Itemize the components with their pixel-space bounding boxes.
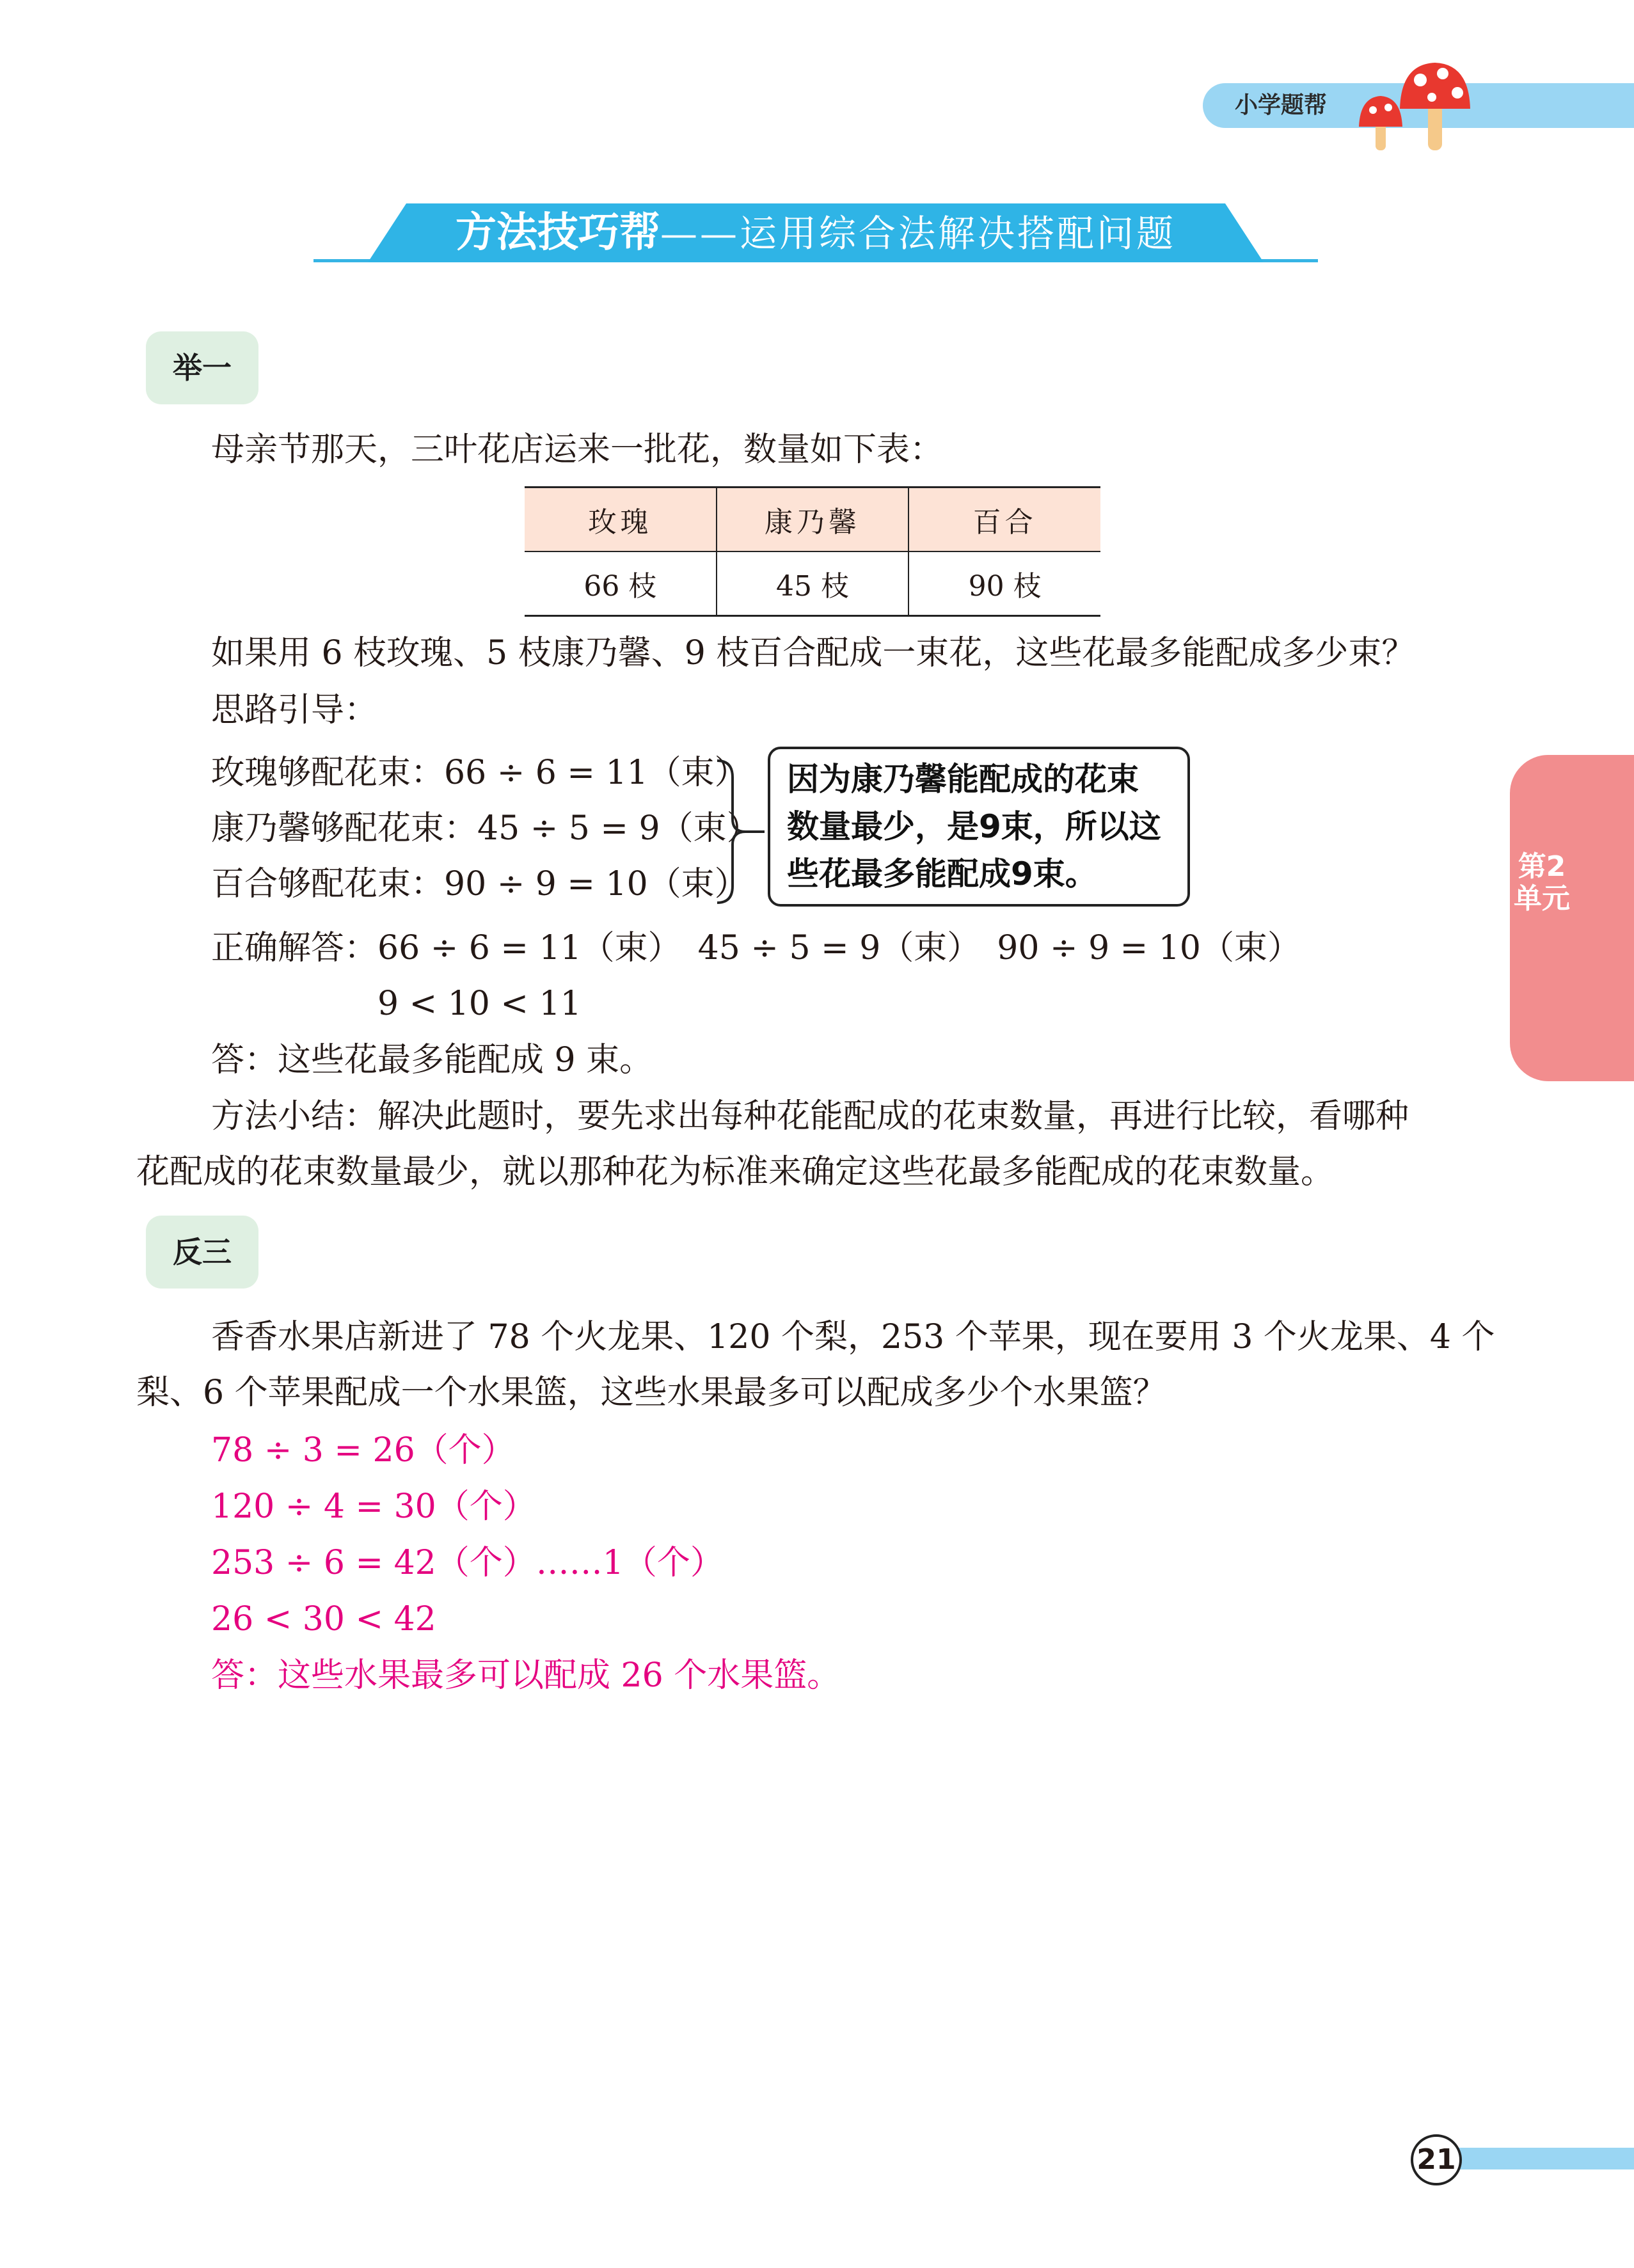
- practice-answer-line: 253 ÷ 6 = 42（个）……1（个）: [211, 1544, 724, 1582]
- practice-answer-line: 120 ÷ 4 = 30（个）: [211, 1487, 536, 1526]
- hint-line: 康乃馨够配花束：45 ÷ 5 = 9（束）: [211, 809, 760, 848]
- callout-line: 些花最多能配成9束。: [787, 855, 1097, 892]
- table-row: [525, 551, 1100, 616]
- practice-question: 梨、6 个苹果配成一个水果篮，这些水果最多可以配成多少个水果篮？: [136, 1374, 1166, 1412]
- solution-line: 正确解答：66 ÷ 6 = 11（束） 45 ÷ 5 = 9（束） 90 ÷ 9 = 10（束）: [211, 929, 1301, 967]
- table-header-cell: 康乃馨: [717, 488, 909, 552]
- page-number-bar: [1433, 2148, 1634, 2169]
- header-tab-label: 小学题帮: [1235, 92, 1328, 118]
- hint-label: 思路引导：: [211, 691, 378, 729]
- title-main: 方法技巧帮: [455, 209, 660, 257]
- table-header-cell: 玫瑰: [525, 488, 717, 552]
- unit-tab: [1510, 755, 1634, 1081]
- mushroom-icon: [1350, 58, 1471, 154]
- practice-badge: 反三: [146, 1216, 258, 1289]
- example-intro: 母亲节那天，三叶花店运来一批花，数量如下表：: [211, 431, 944, 469]
- answer-line: 答：这些花最多能配成 9 束。: [211, 1041, 653, 1079]
- table-cell: 90 枝: [908, 551, 1100, 616]
- brace-icon: [713, 758, 765, 905]
- practice-answer-line: 答：这些水果最多可以配成 26 个水果篮。: [211, 1656, 841, 1695]
- example-question: 如果用 6 枝玫瑰、5 枝康乃馨、9 枝百合配成一束花，这些花最多能配成多少束？: [211, 634, 1415, 672]
- title-subtitle: ——运用综合法解决搭配问题: [660, 212, 1176, 255]
- summary-line: 方法小结：解决此题时，要先求出每种花能配成的花束数量，再进行比较，看哪种: [211, 1097, 1409, 1136]
- callout-box: [768, 747, 1190, 907]
- callout-line: 因为康乃馨能配成的花束: [787, 761, 1139, 798]
- table-cell: 45 枝: [717, 551, 909, 616]
- unit-tab-label: 第2单元: [1514, 850, 1570, 915]
- page-number: 21: [1411, 2134, 1462, 2185]
- callout-line: 数量最少，是9束，所以这: [787, 808, 1161, 845]
- page-title: [368, 203, 1264, 262]
- practice-answer-line: 26 < 30 < 42: [211, 1600, 436, 1638]
- table-header-row: [525, 488, 1100, 552]
- practice-answer-line: 78 ÷ 3 = 26（个）: [211, 1431, 515, 1470]
- table-header-cell: 百合: [908, 488, 1100, 552]
- hint-line: 百合够配花束：90 ÷ 9 = 10（束）: [211, 865, 748, 903]
- summary-line: 花配成的花束数量最少，就以那种花为标准来确定这些花最多能配成的花束数量。: [136, 1153, 1335, 1191]
- flower-table: [525, 486, 1100, 617]
- hint-line: 玫瑰够配花束：66 ÷ 6 = 11（束）: [211, 754, 748, 792]
- example-badge: 举一: [146, 331, 258, 404]
- table-cell: 66 枝: [525, 551, 717, 616]
- practice-question: 香香水果店新进了 78 个火龙果、120 个梨，253 个苹果，现在要用 3 个火龙果、4 个: [211, 1318, 1495, 1356]
- comparison-line: 9 < 10 < 11: [377, 985, 582, 1023]
